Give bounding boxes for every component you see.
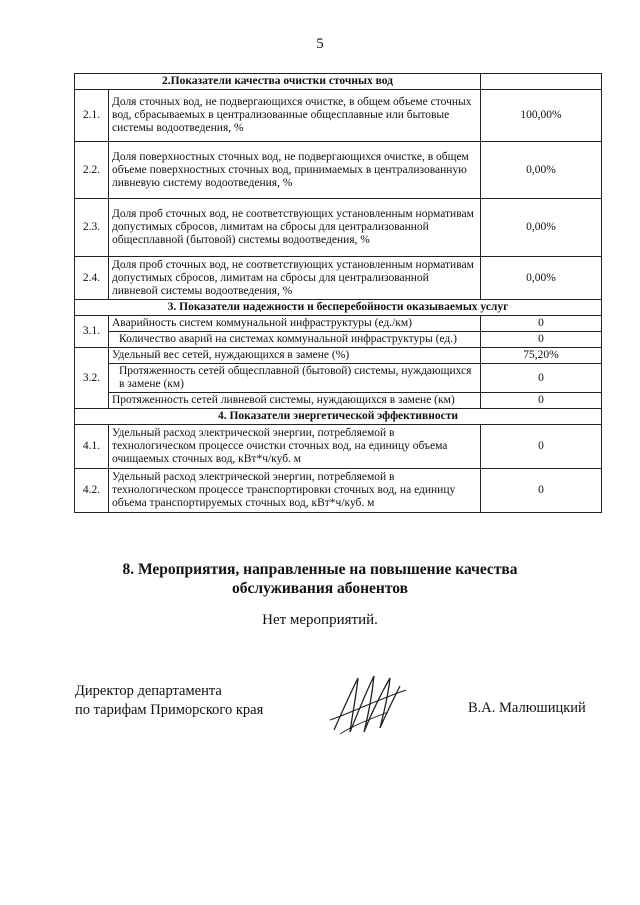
table-row: [75, 364, 602, 393]
row-number: 4.2.: [75, 469, 109, 513]
row-value: 0: [481, 469, 602, 513]
table-row: [75, 257, 602, 300]
row-number: 3.1.: [75, 316, 109, 348]
row-number: 2.2.: [75, 142, 109, 199]
row-description: Количество аварий на системах коммунальной инфраструктуры (ед.): [109, 332, 481, 348]
row-value: 0: [481, 393, 602, 409]
table-row: [75, 316, 602, 332]
signatory-name: В.А. Малюшицкий: [468, 700, 586, 716]
row-value: 100,00%: [481, 90, 602, 142]
handwritten-signature: [328, 672, 408, 736]
row-number: 2.1.: [75, 90, 109, 142]
table-row: [75, 332, 602, 348]
table-row: [75, 425, 602, 469]
no-measures-text: Нет мероприятий.: [262, 612, 378, 628]
row-value: 0: [481, 364, 602, 393]
row-description: Удельный расход электрической энергии, потребляемой в технологическом процессе очистки сточных вод, на единицу объема очищаемых сточных вод, кВт*ч/куб. м: [109, 425, 481, 469]
section-title: 2.Показатели качества очистки сточных вод: [75, 74, 481, 90]
row-description: Удельный вес сетей, нуждающихся в замене (%): [109, 348, 481, 364]
row-value: 0,00%: [481, 257, 602, 300]
row-value: 0: [481, 316, 602, 332]
row-value: 0: [481, 425, 602, 469]
indicators-table: [74, 73, 602, 513]
heading-line: обслуживания абонентов: [232, 580, 408, 597]
section-title: 3. Показатели надежности и бесперебойности оказываемых услуг: [75, 300, 602, 316]
table-row: [75, 142, 602, 199]
table-row: [75, 469, 602, 513]
row-description: Доля проб сточных вод, не соответствующих установленным нормативам допустимых сбросов, лимитам на сбросы для централизованной общесплавной (бытовой) системы водоотведения, %: [109, 199, 481, 257]
row-description: Доля сточных вод, не подвергающихся очистке, в общем объеме сточных вод, сбрасываемых в централизованные общесплавные или бытовые системы водоотведения, %: [109, 90, 481, 142]
row-value: 0,00%: [481, 199, 602, 257]
section-8-heading: [0, 560, 640, 598]
row-number: 4.1.: [75, 425, 109, 469]
row-value: 75,20%: [481, 348, 602, 364]
row-number: 3.2.: [75, 348, 109, 409]
section-header: [75, 300, 602, 316]
page-number: 5: [316, 36, 324, 52]
row-value: 0,00%: [481, 142, 602, 199]
row-description: Доля поверхностных сточных вод, не подвергающихся очистке, в общем объеме поверхностных сточных вод, принимаемых в централизованную ливневую систему водоотведения, %: [109, 142, 481, 199]
table-row: [75, 199, 602, 257]
row-value: 0: [481, 332, 602, 348]
section-header: [75, 409, 602, 425]
table-row: [75, 90, 602, 142]
row-description: Аварийность систем коммунальной инфраструктуры (ед./км): [109, 316, 481, 332]
row-number: 2.4.: [75, 257, 109, 300]
row-number: 2.3.: [75, 199, 109, 257]
row-description: Протяженность сетей ливневой системы, нуждающихся в замене (км): [109, 393, 481, 409]
role-line: Директор департамента: [75, 683, 222, 699]
row-description: Удельный расход электрической энергии, потребляемой в технологическом процессе транспортировки сточных вод, на единицу объема транспортируемых сточных вод, кВт*ч/куб. м: [109, 469, 481, 513]
section-header: [75, 74, 602, 90]
table-row: [75, 393, 602, 409]
heading-line: 8. Мероприятия, направленные на повышение качества: [122, 561, 518, 578]
role-line: по тарифам Приморского края: [75, 702, 264, 718]
section-title: 4. Показатели энергетической эффективности: [75, 409, 602, 425]
table-row: [75, 348, 602, 364]
row-description: Протяженность сетей общесплавной (бытовой) системы, нуждающихся в замене (км): [109, 364, 481, 393]
signatory-role: [75, 682, 263, 720]
row-description: Доля проб сточных вод, не соответствующих установленным нормативам допустимых сбросов, лимитам на сбросы для централизованной ливневой системы водоотведения, %: [109, 257, 481, 300]
